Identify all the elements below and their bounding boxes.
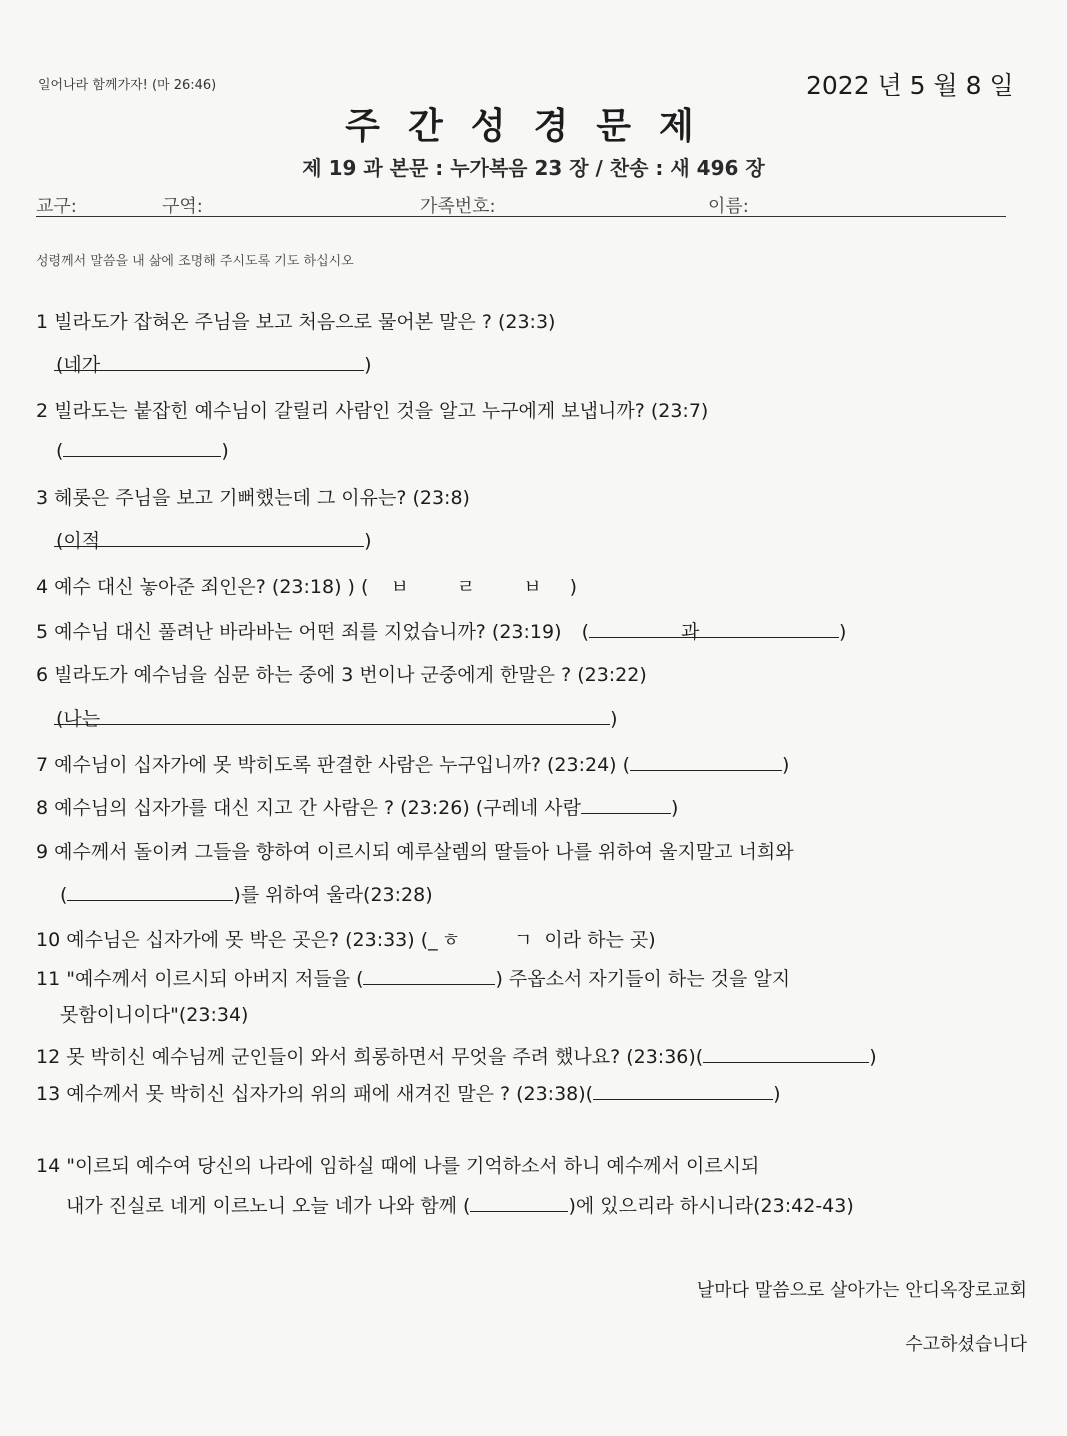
question-13 xyxy=(36,1079,781,1106)
answer-1-open: (네가 xyxy=(56,354,101,376)
motto: 일어나라 함께가자! (마 26:46) xyxy=(38,78,217,93)
answer-2-blank[interactable] xyxy=(63,438,221,457)
question-13-text: 13 예수께서 못 박히신 십자가의 위의 패에 새겨진 말은 ? (23:38)( xyxy=(36,1083,594,1105)
answer-8-blank[interactable] xyxy=(581,795,671,814)
question-10-hint-1: ㅎ xyxy=(441,929,460,951)
question-8 xyxy=(36,793,678,820)
answer-5-open: ( xyxy=(581,621,589,643)
answer-12-close: ) xyxy=(869,1046,877,1068)
question-6: 6 빌라도가 예수님을 심문 하는 중에 3 번이나 군중에게 한말은 ? (23:22) xyxy=(36,664,647,686)
district-label: 구역: xyxy=(162,196,203,217)
answer-11-blank[interactable] xyxy=(363,966,495,985)
question-4 xyxy=(36,572,577,599)
date: 2022 년 5 월 8 일 xyxy=(806,71,1014,100)
prayer-note: 성령께서 말씀을 내 삶에 조명해 주시도록 기도 하십시오 xyxy=(36,254,354,269)
subtitle: 제 19 과 본문 : 누가복음 23 장 / 찬송 : 새 496 장 xyxy=(302,156,765,180)
question-10-text: 10 예수님은 십자가에 못 박은 곳은? (23:33) (_ xyxy=(36,929,438,951)
answer-3-blank[interactable] xyxy=(54,528,364,547)
question-2: 2 빌라도는 붙잡힌 예수님이 갈릴리 사람인 것을 알고 누구에게 보냅니까? (23:7) xyxy=(36,400,709,422)
answer-12-blank[interactable] xyxy=(703,1044,869,1063)
info-line xyxy=(36,190,1006,217)
name-label: 이름: xyxy=(708,196,749,217)
question-4-hint-1: ㅂ xyxy=(390,576,409,598)
question-11 xyxy=(36,964,790,991)
question-11-after: ) 주옵소서 자기들이 하는 것을 알지 xyxy=(495,968,791,990)
answer-6-blank[interactable] xyxy=(54,706,610,725)
answer-14-blank[interactable] xyxy=(470,1193,568,1212)
question-5-text: 5 예수님 대신 풀려난 바라바는 어떤 죄를 지었습니까? (23:19) xyxy=(36,621,562,643)
answer-3-close: ) xyxy=(364,530,372,552)
question-12-text: 12 못 박히신 예수님께 군인들이 와서 희롱하면서 무엇을 주려 했나요? (23:36)( xyxy=(36,1046,704,1068)
answer-6-close: ) xyxy=(610,708,618,730)
question-4-close: ) xyxy=(569,576,578,598)
answer-9-close: )를 위하여 울라(23:28) xyxy=(233,884,433,906)
answer-8-open: (구레네 사람 xyxy=(475,797,582,819)
answer-13-close: ) xyxy=(773,1083,781,1105)
answer-2-open: ( xyxy=(56,440,64,462)
question-5 xyxy=(36,617,846,644)
answer-3 xyxy=(56,526,372,553)
question-14-line-2 xyxy=(66,1191,854,1218)
question-14-text-2: 내가 진실로 네게 이르노니 오늘 네가 나와 함께 ( xyxy=(66,1195,471,1217)
question-14-after: )에 있으리라 하시니라(23:42-43) xyxy=(568,1195,854,1217)
answer-6 xyxy=(56,704,618,731)
question-11-text: 11 "예수께서 이르시되 아버지 저들을 ( xyxy=(36,968,364,990)
answer-2 xyxy=(56,438,229,462)
answer-8-close: ) xyxy=(671,797,679,819)
question-8-text: 8 예수님의 십자가를 대신 지고 간 사람은 ? (23:26) xyxy=(36,797,470,819)
family-number-label: 가족번호: xyxy=(420,196,496,217)
answer-9-blank[interactable] xyxy=(67,882,233,901)
answer-7-blank[interactable] xyxy=(630,752,782,771)
answer-2-close: ) xyxy=(221,440,229,462)
answer-5-blank[interactable] xyxy=(589,619,839,643)
answer-5-close: ) xyxy=(838,621,847,643)
question-4-text: 4 예수 대신 놓아준 죄인은? (23:18) ) ( xyxy=(36,576,369,598)
answer-6-open: (나는 xyxy=(56,708,101,730)
page-title: 주간성경문제 xyxy=(345,106,722,147)
answer-1-close: ) xyxy=(364,354,372,376)
answer-1-blank[interactable] xyxy=(54,352,364,371)
answer-7-open: ( xyxy=(622,754,631,776)
question-10 xyxy=(36,925,656,952)
question-14: 14 "이르되 예수여 당신의 나라에 임하실 때에 나를 기억하소서 하니 예수께서 이르시되 xyxy=(36,1155,760,1177)
question-4-hint-3: ㅂ xyxy=(523,576,542,598)
question-1: 1 빌라도가 잡혀온 주님을 보고 처음으로 물어본 말은 ? (23:3) xyxy=(36,311,556,333)
answer-13-blank[interactable] xyxy=(593,1081,773,1100)
question-10-tail: 이라 하는 곳) xyxy=(544,929,656,951)
question-10-hint-2: ㄱ xyxy=(514,929,533,951)
answer-3-open: (이적 xyxy=(56,530,101,552)
answer-9-open: ( xyxy=(60,884,68,906)
church-slogan: 날마다 말씀으로 살아가는 안디옥장로교회 xyxy=(696,1280,1027,1301)
question-7-text: 7 예수님이 십자가에 못 박히도록 판결한 사람은 누구입니까? (23:24) xyxy=(36,754,617,776)
thanks-note: 수고하셨습니다 xyxy=(905,1334,1027,1355)
question-11-line-2: 못함이니이다"(23:34) xyxy=(60,1004,249,1026)
answer-9 xyxy=(60,880,433,907)
answer-5-hint: 과 xyxy=(680,621,700,643)
church-label: 교구: xyxy=(36,196,77,217)
question-12 xyxy=(36,1042,877,1069)
question-3: 3 헤롯은 주님을 보고 기뻐했는데 그 이유는? (23:8) xyxy=(36,487,470,509)
answer-1 xyxy=(56,350,372,377)
answer-7-close: ) xyxy=(782,754,790,776)
question-7 xyxy=(36,750,789,777)
question-4-hint-2: ㄹ xyxy=(456,576,476,598)
question-9: 9 예수께서 돌이켜 그들을 향하여 이르시되 예루살렘의 딸들아 나를 위하여 울지말고 너희와 xyxy=(36,841,794,863)
